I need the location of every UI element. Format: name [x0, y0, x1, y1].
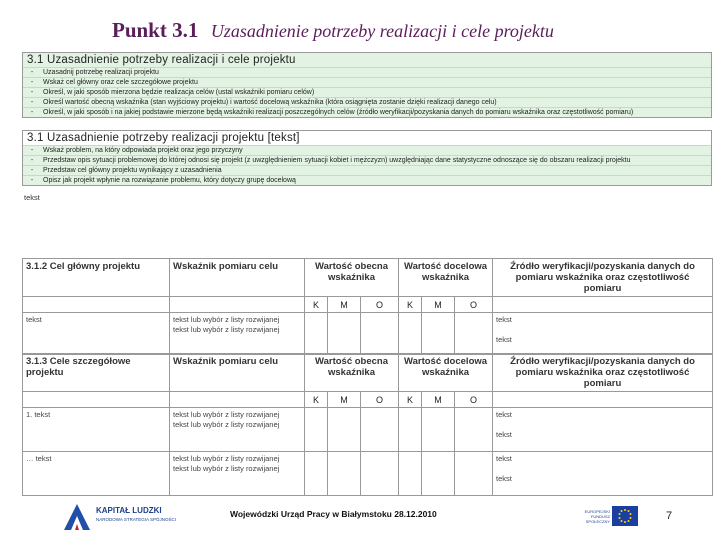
- col-k: K: [399, 392, 422, 408]
- col-indicator: Wskaźnik pomiaru celu: [170, 259, 305, 297]
- logo-label: KAPITAŁ LUDZKI: [96, 506, 162, 515]
- bullet-dash: -: [30, 89, 34, 96]
- goal-cell[interactable]: … tekst: [23, 452, 170, 496]
- bullet-item: [23, 77, 711, 87]
- bullet-text: Przedstaw opis sytuacji problemowej do której odnosi się projekt (z uwzględnieniem sytuacji kobiet i mężczyzn) uwzględniając dane statystyczne odnoszące się do obszaru realizacji projektu: [43, 157, 631, 164]
- bullet-text: Opisz jak projekt wpłynie na rozwiązanie problemu, który dotyczy grupę docelową: [43, 177, 296, 184]
- eu-fund-label: EUROPEJSKI FUNDUSZ SPOŁECZNY: [584, 509, 610, 524]
- col-target-value: Wartość docelowa wskaźnika: [399, 259, 493, 297]
- col-source: Źródło weryfikacji/pozyskania danych do pomiaru wskaźnika oraz częstotliwość pomiaru: [493, 354, 713, 392]
- slide-title: [112, 18, 554, 43]
- indicator-cell[interactable]: tekst lub wybór z listy rozwijanej tekst lub wybór z listy rozwijanej: [170, 408, 305, 452]
- indicator-cell[interactable]: tekst lub wybór z listy rozwijanej tekst lub wybór z listy rozwijanej: [170, 452, 305, 496]
- bullet-dash: -: [30, 147, 34, 154]
- col-current-value: Wartość obecna wskaźnika: [305, 354, 399, 392]
- section-header: 3.1 Uzasadnienie potrzeby realizacji projektu [tekst]: [27, 132, 300, 144]
- page-number: 7: [666, 510, 673, 522]
- section-3-1-justification: [22, 130, 712, 186]
- bullet-text: Przedstaw cel główny projektu wynikający z uzasadnienia: [43, 167, 222, 174]
- col-k: K: [305, 392, 328, 408]
- bullet-item: [23, 155, 711, 165]
- title-number: Punkt 3.1: [112, 18, 199, 42]
- indicator-cell[interactable]: tekst lub wybór z listy rozwijanej tekst lub wybór z listy rozwijanej: [170, 313, 305, 355]
- justification-text: tekst: [24, 193, 40, 202]
- source-cell[interactable]: tekst tekst: [493, 408, 713, 452]
- bullet-dash: -: [30, 109, 34, 116]
- bullet-dash: -: [30, 79, 34, 86]
- bullet-item: [23, 165, 711, 175]
- table-row: [23, 452, 713, 496]
- bullet-dash: -: [30, 157, 34, 164]
- col-m: M: [328, 392, 361, 408]
- section-3-1-overview: [22, 52, 712, 118]
- col-indicator: Wskaźnik pomiaru celu: [170, 354, 305, 392]
- logo-sublabel: NARODOWA STRATEGIA SPÓJNOŚCI: [96, 517, 177, 522]
- bullet-item: [23, 97, 711, 107]
- col-k: K: [399, 297, 422, 313]
- col-m: M: [328, 297, 361, 313]
- source-cell[interactable]: tekst tekst: [493, 452, 713, 496]
- bullet-dash: -: [30, 177, 34, 184]
- col-goal: 3.1.2 Cel główny projektu: [23, 259, 170, 297]
- col-m: M: [422, 297, 455, 313]
- section-header: 3.1 Uzasadnienie potrzeby realizacji i cele projektu: [27, 54, 296, 66]
- bullet-dash: -: [30, 69, 34, 76]
- bullet-dash: -: [30, 99, 34, 106]
- bullet-text: Określ wartość obecną wskaźnika (stan wyjściowy projektu) i wartość docelową wskaźnika (która osiągnięta zostanie dzięki realizacji danego celu): [43, 99, 497, 106]
- footer-caption: Wojewódzki Urząd Pracy w Białymstoku 28.12.2010: [230, 509, 437, 519]
- bullet-item: [23, 175, 711, 185]
- title-subtitle: Uzasadnienie potrzeby realizacji i cele projektu: [210, 21, 554, 41]
- bullet-text: Określ, w jaki sposób mierzona będzie realizacja celów (ustal wskaźniki pomiaru celów): [43, 89, 315, 96]
- col-source: Źródło weryfikacji/pozyskania danych do pomiaru wskaźnika oraz częstotliwość pomiaru: [493, 259, 713, 297]
- specific-goals-table: [22, 353, 713, 496]
- bullet-dash: -: [30, 167, 34, 174]
- bullet-text: Uzasadnij potrzebę realizacji projektu: [43, 69, 159, 76]
- goal-cell[interactable]: tekst: [23, 313, 170, 355]
- goal-cell[interactable]: 1. tekst: [23, 408, 170, 452]
- col-k: K: [305, 297, 328, 313]
- kapital-ludzki-logo-icon: [62, 502, 92, 532]
- eu-flag-icon: [612, 506, 638, 526]
- source-cell[interactable]: tekst tekst: [493, 313, 713, 355]
- bullet-item: [23, 87, 711, 97]
- footer: [0, 500, 720, 540]
- col-o: O: [361, 297, 399, 313]
- col-m: M: [422, 392, 455, 408]
- bullet-text: Określ, w jaki sposób i na jakiej podstawie mierzone będą wskaźniki realizacji poszczególnych celów (źródło weryfikacji/pozyskania danych do pomiaru wskaźnika oraz częstotliwość pomiaru): [43, 109, 634, 116]
- bullet-item: [23, 67, 711, 77]
- main-goal-table: [22, 258, 713, 355]
- bullet-text: Wskaż cel główny oraz cele szczegółowe projektu: [43, 79, 198, 86]
- bullet-text: Wskaż problem, na który odpowiada projekt oraz jego przyczyny: [43, 147, 243, 154]
- col-o: O: [455, 392, 493, 408]
- col-o: O: [455, 297, 493, 313]
- col-goal: 3.1.3 Cele szczegółowe projektu: [23, 354, 170, 392]
- table-row: [23, 408, 713, 452]
- col-target-value: Wartość docelowa wskaźnika: [399, 354, 493, 392]
- table-row: [23, 313, 713, 355]
- bullet-item: [23, 107, 711, 117]
- bullet-item: [23, 145, 711, 155]
- col-current-value: Wartość obecna wskaźnika: [305, 259, 399, 297]
- col-o: O: [361, 392, 399, 408]
